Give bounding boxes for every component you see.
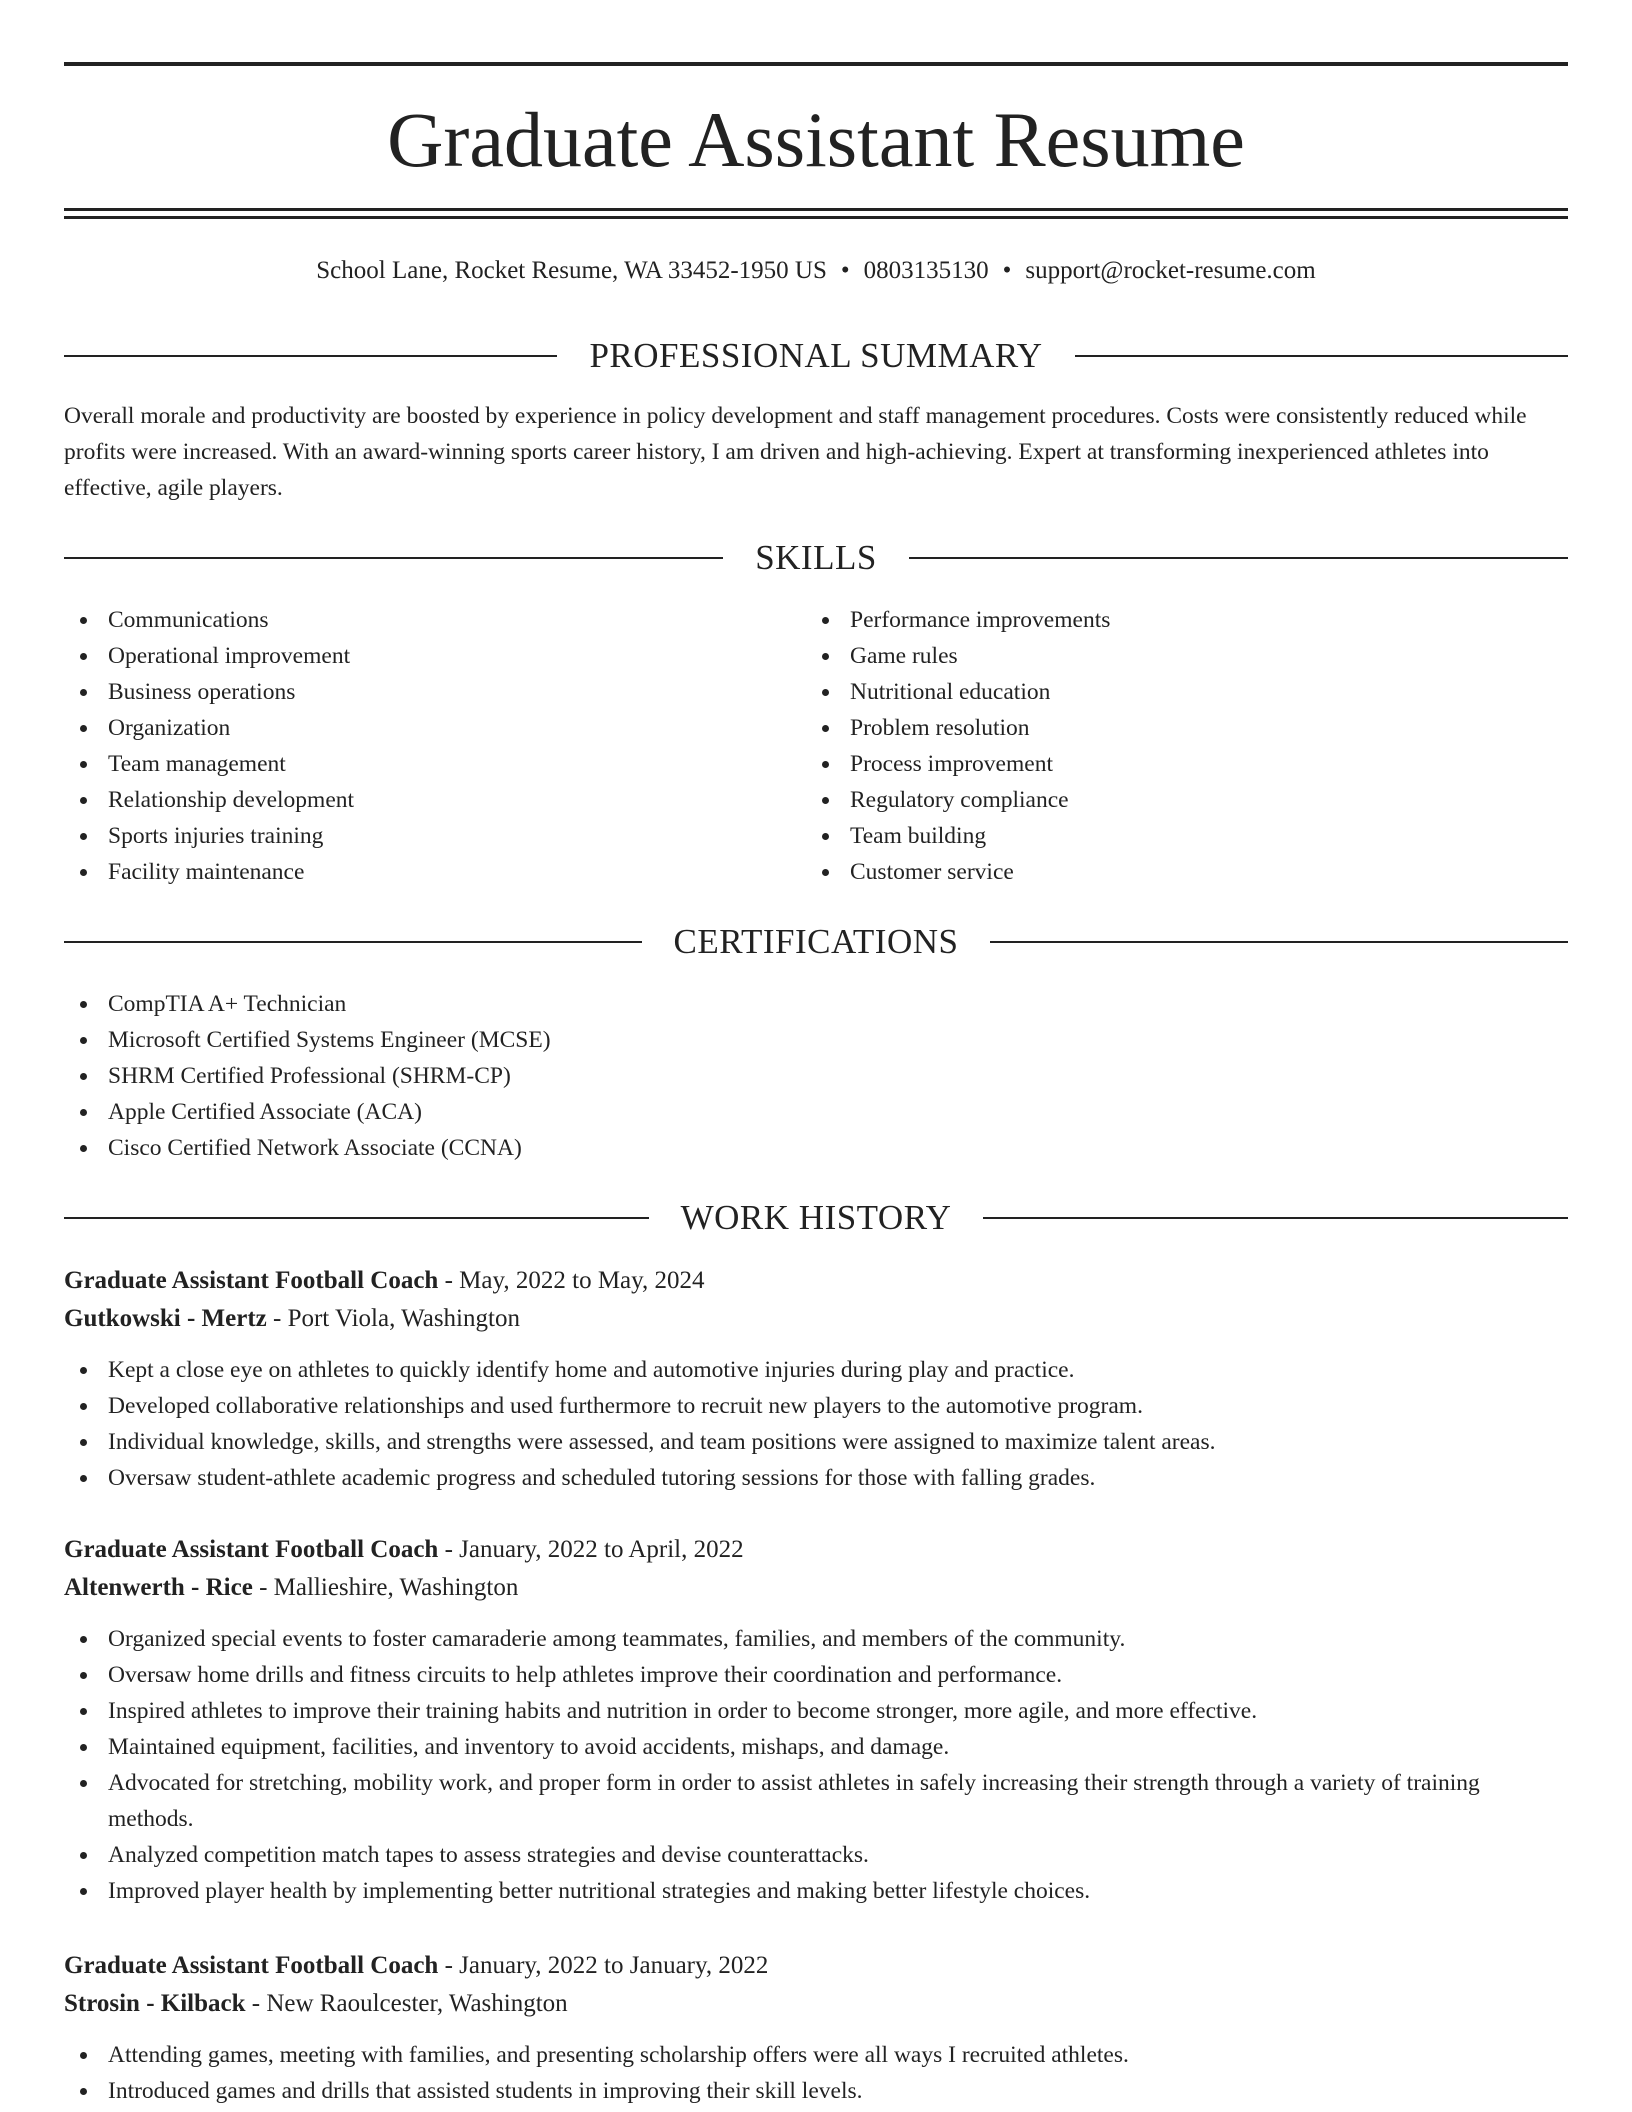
list-item: Microsoft Certified Systems Engineer (MCSE)	[64, 1022, 1568, 1058]
page-title: Graduate Assistant Resume	[387, 96, 1245, 183]
job-company-line	[64, 1300, 1568, 1338]
list-item: SHRM Certified Professional (SHRM-CP)	[64, 1058, 1568, 1094]
job-company-line	[64, 1985, 1568, 2023]
divider	[1075, 355, 1568, 357]
job-location: - Port Viola, Washington	[266, 1305, 520, 1332]
top-rule	[64, 62, 1568, 66]
job-title-line	[64, 1262, 1568, 1300]
title-rule-upper	[64, 208, 1568, 211]
list-item: Problem resolution	[806, 710, 1546, 746]
section-header-summary	[64, 334, 1568, 378]
list-item: Team management	[64, 746, 804, 782]
divider	[64, 941, 642, 943]
list-item: Maintained equipment, facilities, and inventory to avoid accidents, mishaps, and damage.	[64, 1729, 1568, 1765]
list-item: Advocated for stretching, mobility work, and proper form in order to assist athletes in safely increasing their strength through a variety of training methods.	[64, 1765, 1568, 1837]
list-item: Customer service	[806, 854, 1546, 890]
list-item: Introduced games and drills that assisted students in improving their skill levels.	[64, 2073, 1568, 2109]
divider	[909, 557, 1568, 559]
list-item: Facility maintenance	[64, 854, 804, 890]
list-item: Inspired athletes to improve their training habits and nutrition in order to become stronger, more agile, and more effective.	[64, 1693, 1568, 1729]
job-role: Graduate Assistant Football Coach	[64, 1267, 439, 1294]
job-duties-list	[64, 1352, 1568, 1496]
job-company: Gutkowski - Mertz	[64, 1305, 267, 1332]
list-item: Improved player health by implementing better nutritional strategies and making better lifestyle choices.	[64, 1873, 1568, 1909]
list-item: Communications	[64, 602, 804, 638]
list-item: Performance improvements	[806, 602, 1546, 638]
list-item: Oversaw student-athlete academic progress and scheduled tutoring sessions for those with falling grades.	[64, 1460, 1568, 1496]
list-item: Oversaw home drills and fitness circuits to help athletes improve their coordination and performance.	[64, 1657, 1568, 1693]
list-item: Game rules	[806, 638, 1546, 674]
list-item: Nutritional education	[806, 674, 1546, 710]
list-item: Apple Certified Associate (ACA)	[64, 1094, 1568, 1130]
list-item: Organized special events to foster camaraderie among teammates, families, and members of the community.	[64, 1621, 1568, 1657]
skills-list-right	[806, 602, 1546, 890]
list-item: Analyzed competition match tapes to assess strategies and devise counterattacks.	[64, 1837, 1568, 1873]
job-title-line	[64, 1531, 1568, 1569]
job-role: Graduate Assistant Football Coach	[64, 1536, 439, 1563]
list-item: Cisco Certified Network Associate (CCNA)	[64, 1130, 1568, 1166]
contact-line	[64, 254, 1568, 288]
section-header-skills	[64, 536, 1568, 580]
divider	[990, 941, 1568, 943]
divider	[983, 1217, 1568, 1219]
list-item: Regulatory compliance	[806, 782, 1546, 818]
job-dates: - January, 2022 to April, 2022	[438, 1536, 744, 1563]
divider	[64, 557, 723, 559]
job-company: Strosin - Kilback	[64, 1990, 246, 2017]
job-location: - New Raoulcester, Washington	[245, 1990, 568, 2017]
divider	[64, 355, 557, 357]
list-item: Developed collaborative relationships and used furthermore to recruit new players to the automotive program.	[64, 1388, 1568, 1424]
divider	[64, 1217, 649, 1219]
list-item: Process improvement	[806, 746, 1546, 782]
job-role: Graduate Assistant Football Coach	[64, 1952, 439, 1979]
job-dates: - May, 2022 to May, 2024	[438, 1267, 705, 1294]
list-item: Kept a close eye on athletes to quickly identify home and automotive injuries during play and practice.	[64, 1352, 1568, 1388]
summary-text: Overall morale and productivity are boosted by experience in policy development and staff management procedures. Costs were consistently reduced while profits were increased. With an award-winning sports career history, I am driven and high-achieving. Expert at transforming inexperienced athletes into effective, agile players.	[64, 403, 1527, 501]
skills-list-left	[64, 602, 804, 890]
section-header-work-history	[64, 1196, 1568, 1240]
list-item: CompTIA A+ Technician	[64, 986, 1568, 1022]
contact-separator: •	[1002, 257, 1012, 284]
section-title: SKILLS	[755, 538, 877, 577]
list-item: Operational improvement	[64, 638, 804, 674]
contact-email: support@rocket-resume.com	[1025, 257, 1316, 284]
section-header-certifications	[64, 920, 1568, 964]
section-title: CERTIFICATIONS	[673, 922, 959, 961]
list-item: Team building	[806, 818, 1546, 854]
list-item: Organization	[64, 710, 804, 746]
job-duties-list	[64, 1621, 1568, 1909]
job-entry	[64, 1531, 1568, 1909]
list-item: Business operations	[64, 674, 804, 710]
list-item: Relationship development	[64, 782, 804, 818]
job-duties-list	[64, 2037, 1568, 2109]
certifications-list	[64, 986, 1568, 1166]
job-entry	[64, 1262, 1568, 1496]
job-company: Altenwerth - Rice	[64, 1574, 253, 1601]
contact-phone: 0803135130	[863, 257, 989, 284]
title-rule-lower	[64, 216, 1568, 219]
list-item: Attending games, meeting with families, and presenting scholarship offers were all ways I recruited athletes.	[64, 2037, 1568, 2073]
job-entry	[64, 1947, 1568, 2109]
list-item: Sports injuries training	[64, 818, 804, 854]
contact-separator: •	[840, 257, 850, 284]
contact-address: School Lane, Rocket Resume, WA 33452-1950 US	[316, 257, 827, 284]
job-company-line	[64, 1569, 1568, 1607]
job-title-line	[64, 1947, 1568, 1985]
section-title: PROFESSIONAL SUMMARY	[589, 336, 1043, 375]
job-location: - Mallieshire, Washington	[252, 1574, 519, 1601]
job-dates: - January, 2022 to January, 2022	[438, 1952, 769, 1979]
section-title: WORK HISTORY	[680, 1198, 952, 1237]
list-item: Individual knowledge, skills, and strengths were assessed, and team positions were assigned to maximize talent areas.	[64, 1424, 1568, 1460]
